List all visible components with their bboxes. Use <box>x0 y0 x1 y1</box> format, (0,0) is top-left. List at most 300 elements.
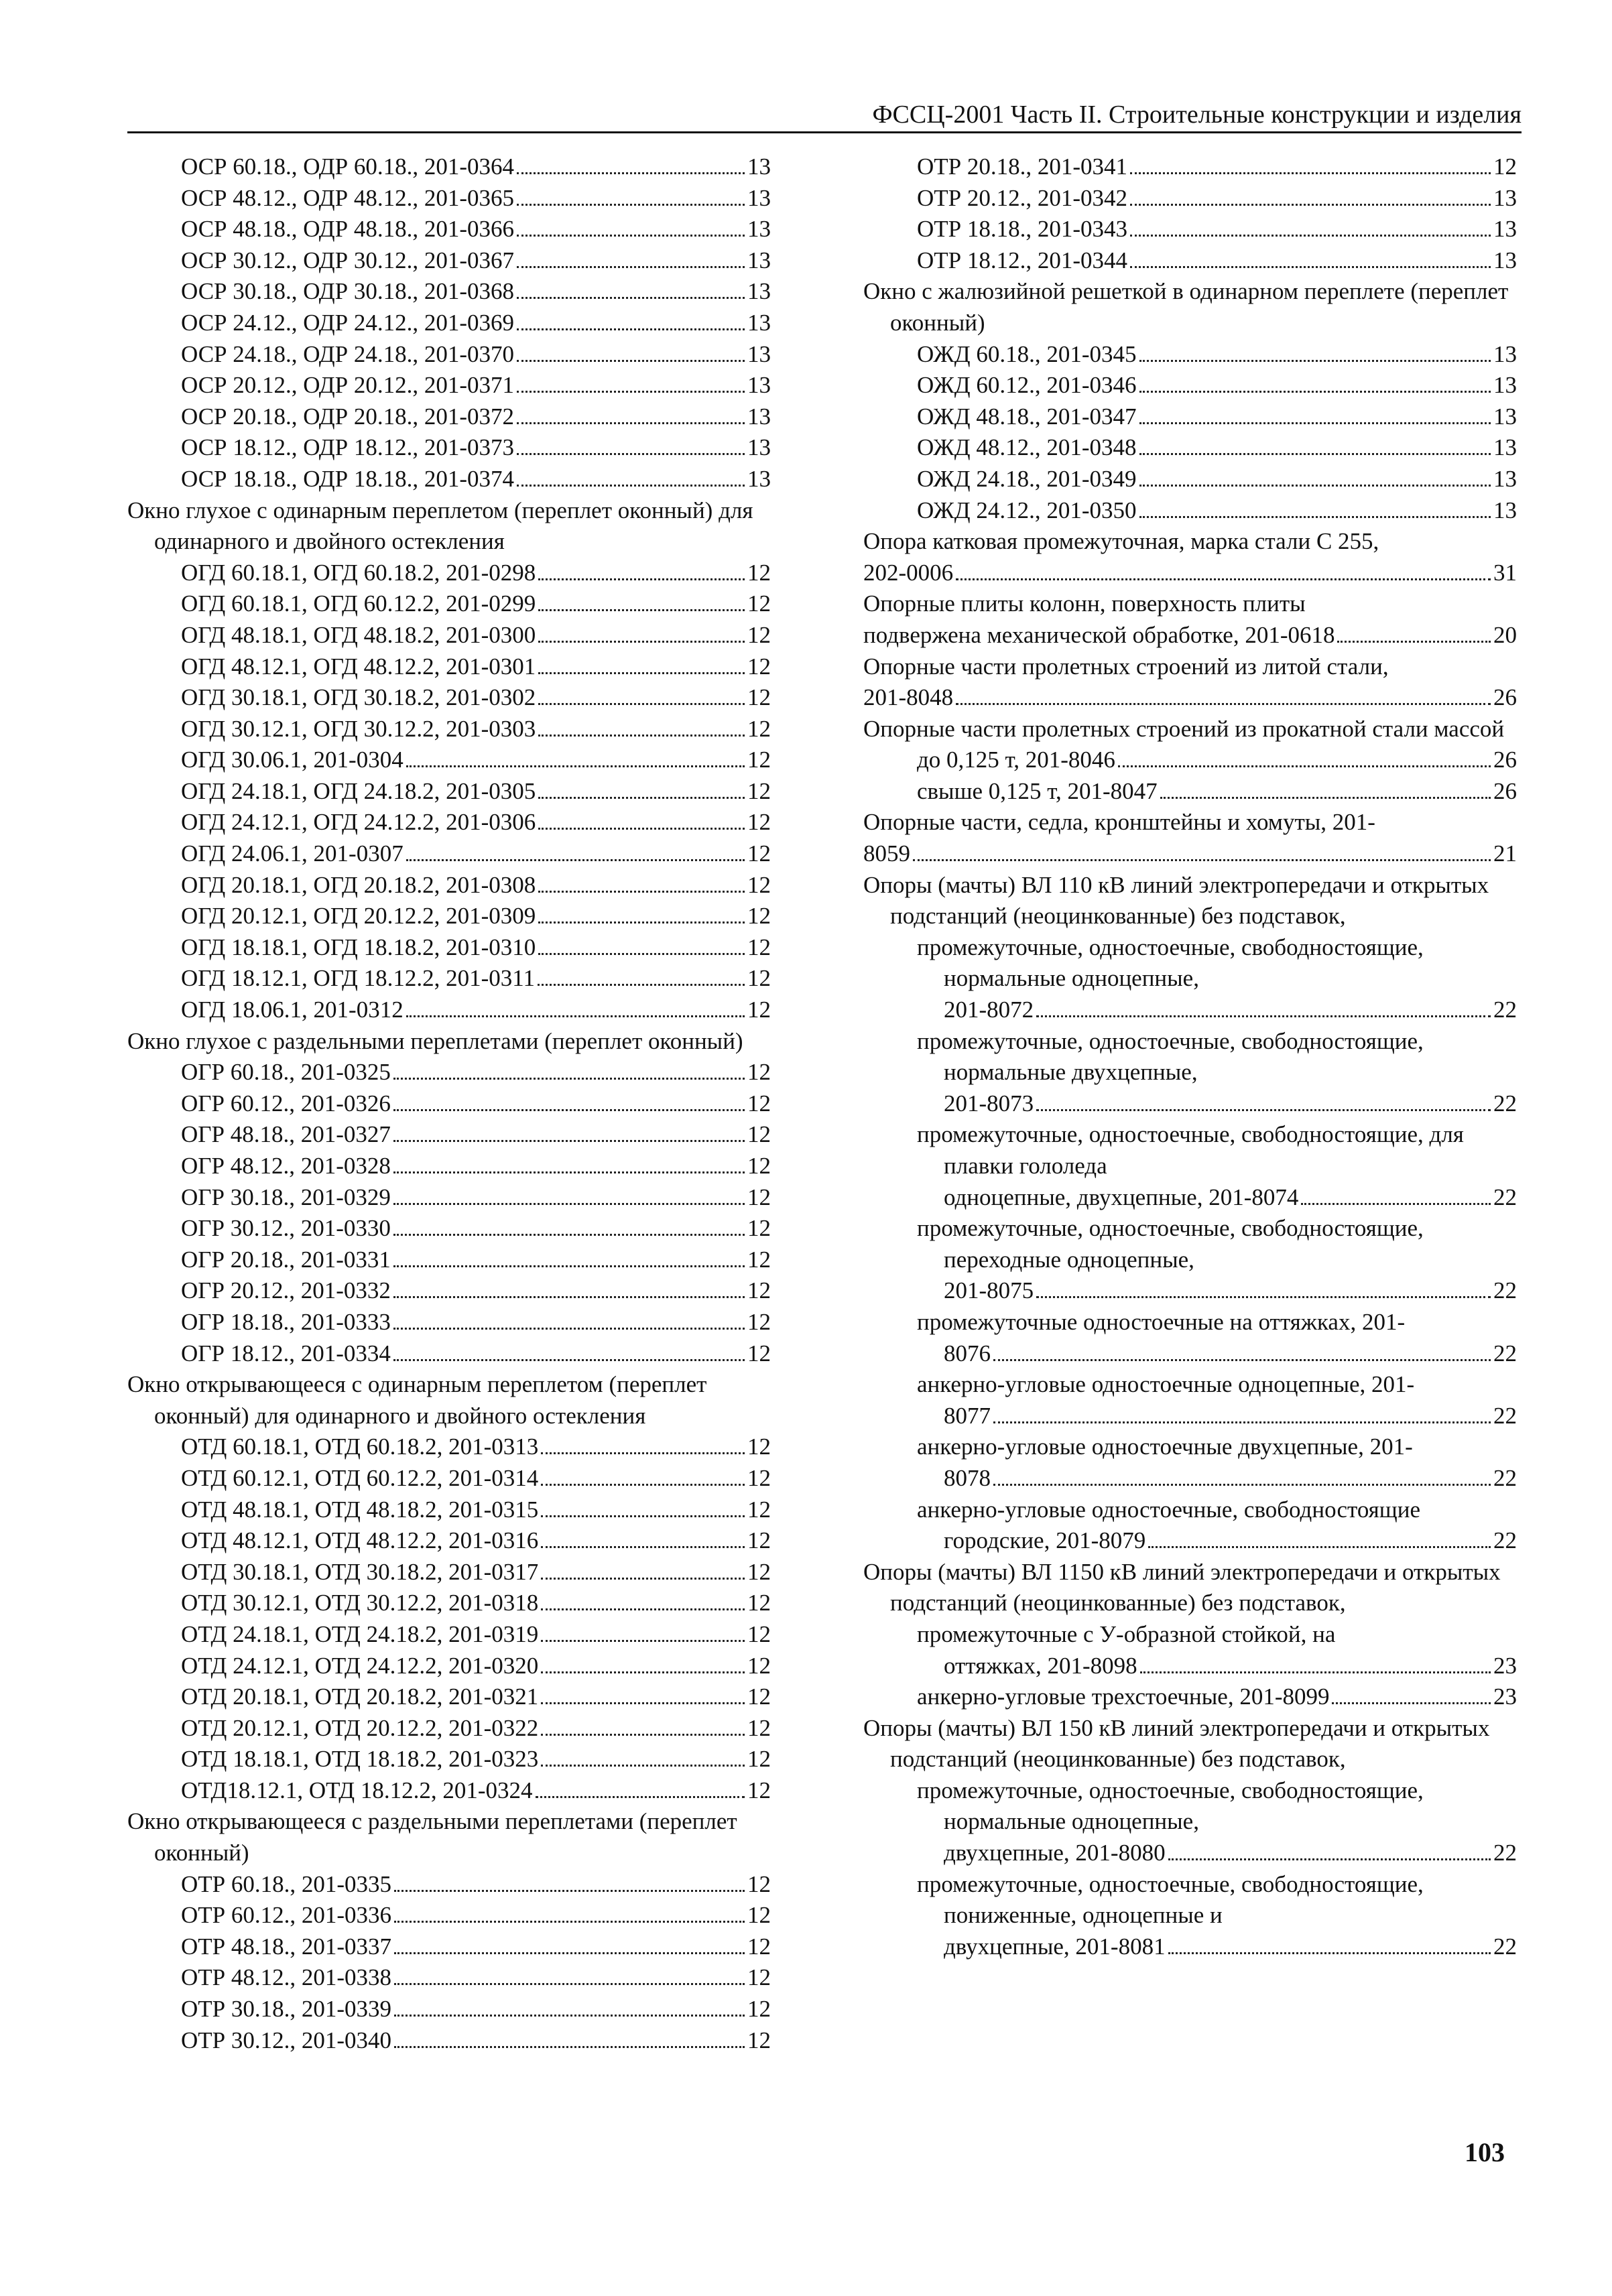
entry-text: ОГР 30.12., 201-0330 <box>181 1215 391 1242</box>
entry-page: 12 <box>747 903 771 930</box>
entry-page: 12 <box>747 1464 771 1491</box>
index-entry <box>863 214 1517 245</box>
entry-text: ОСР 24.12., ОДР 24.12., 201-0369 <box>181 309 515 336</box>
entry-page: 22 <box>1493 997 1517 1023</box>
entry-text: ОЖД 60.12., 201-0346 <box>917 372 1137 399</box>
entry-page: 13 <box>1493 216 1517 243</box>
index-entry <box>863 495 1517 527</box>
entry-text: ОГД 48.12.1, ОГД 48.12.2, 201-0301 <box>181 653 536 680</box>
entry-page: 12 <box>747 1902 771 1929</box>
entry-text: двухцепные, 201-8080 <box>944 1840 1166 1866</box>
entry-text: ОСР 48.18., ОДР 48.18., 201-0366 <box>181 216 515 243</box>
dot-leader <box>538 658 745 674</box>
entry-text: ОГД 48.18.1, ОГД 48.18.2, 201-0300 <box>181 621 536 648</box>
index-subheading: промежуточные, одностоечные, свободностоящие, нормальные одноцепные, <box>917 1777 1424 1835</box>
entry-page: 12 <box>747 840 771 867</box>
index-entry <box>863 1931 1517 1963</box>
index-entry <box>127 464 771 495</box>
entry-text: ОСР 30.12., ОДР 30.12., 201-0367 <box>181 247 515 273</box>
entry-page: 12 <box>747 747 771 773</box>
dot-leader <box>406 1001 745 1017</box>
index-entry <box>863 620 1517 651</box>
dot-leader <box>517 439 745 455</box>
page-number: 103 <box>1465 2137 1505 2167</box>
index-heading: Опоры (мачты) ВЛ 150 кВ линий электропередачи и открытых подстанций (неоцинкованные) без подставок, <box>863 1714 1490 1773</box>
index-entry <box>127 1307 771 1338</box>
index-entry <box>127 807 771 838</box>
dot-leader <box>517 470 745 487</box>
index-entry <box>127 838 771 870</box>
dot-leader <box>393 1251 745 1267</box>
index-entry <box>127 745 771 776</box>
entry-page: 12 <box>747 1652 771 1679</box>
dot-leader <box>517 346 745 362</box>
entry-page: 22 <box>1493 1840 1517 1866</box>
dot-leader <box>1139 346 1491 362</box>
entry-page: 23 <box>1493 1652 1517 1679</box>
dot-leader <box>538 720 745 737</box>
entry-text: ОСР 30.18., ОДР 30.18., 201-0368 <box>181 278 515 305</box>
dot-leader <box>1130 158 1491 174</box>
index-entry <box>127 339 771 371</box>
entry-page: 22 <box>1493 1340 1517 1366</box>
index-entry <box>863 1651 1517 1682</box>
entry-text: ОТР 20.12., 201-0342 <box>917 184 1128 211</box>
entry-page: 12 <box>747 1777 771 1803</box>
entry-page: 26 <box>1493 684 1517 711</box>
index-entry <box>127 588 771 620</box>
dot-leader <box>393 1126 745 1142</box>
dot-leader <box>517 314 745 330</box>
index-entry <box>127 1962 771 1994</box>
dot-leader <box>538 907 745 923</box>
entry-page: 12 <box>747 1059 771 1086</box>
index-entry <box>127 1213 771 1245</box>
index-entry <box>863 1182 1517 1214</box>
entry-page: 13 <box>747 434 771 461</box>
dot-leader <box>1036 1001 1491 1017</box>
entry-page: 13 <box>747 309 771 336</box>
index-entry <box>863 183 1517 214</box>
dot-leader <box>517 252 745 268</box>
index-heading: Окно открывающееся с одинарным переплетом (переплет оконный) для одинарного и двойного остекления <box>127 1371 707 1429</box>
entry-text: ОГД 30.12.1, ОГД 30.12.2, 201-0303 <box>181 715 536 742</box>
entry-text: ОТД 20.12.1, ОТД 20.12.2, 201-0322 <box>181 1714 539 1741</box>
entry-text: ОЖД 24.18., 201-0349 <box>917 465 1137 492</box>
entry-text: ОТД 18.18.1, ОТД 18.18.2, 201-0323 <box>181 1746 539 1773</box>
entry-page: 12 <box>747 1590 771 1616</box>
entry-text: ОСР 48.12., ОДР 48.12., 201-0365 <box>181 184 515 211</box>
entry-page: 22 <box>1493 1184 1517 1210</box>
index-entry <box>127 1494 771 1526</box>
entry-text: ОТР 60.18., 201-0335 <box>181 1870 392 1897</box>
dot-leader <box>1168 1844 1491 1860</box>
index-entry <box>127 1182 771 1214</box>
index-entry <box>127 1681 771 1713</box>
dot-leader <box>1130 252 1491 268</box>
entry-text: ОСР 60.18., ОДР 60.18., 201-0364 <box>181 153 515 180</box>
index-heading: Опора катковая промежуточная, марка стали С 255, <box>863 528 1379 555</box>
dot-leader <box>993 1470 1491 1486</box>
entry-page: 13 <box>1493 434 1517 461</box>
entry-text: одноцепные, двухцепные, 201-8074 <box>944 1184 1299 1210</box>
entry-text: 201-8073 <box>944 1090 1034 1117</box>
index-entry <box>127 714 771 745</box>
entry-page: 12 <box>747 2027 771 2053</box>
entry-text: ОГД 24.18.1, ОГД 24.18.2, 201-0305 <box>181 777 536 804</box>
index-entry <box>127 870 771 901</box>
index-subheading: промежуточные, одностоечные, свободностоящие, для плавки гололеда <box>917 1121 1464 1179</box>
index-heading: Окно глухое с раздельными переплетами (переплет оконный) <box>127 1027 743 1054</box>
entry-page: 12 <box>747 1933 771 1960</box>
dot-leader <box>956 689 1491 705</box>
index-entry <box>127 1119 771 1151</box>
index-entry <box>127 183 771 214</box>
dot-leader <box>541 1564 745 1580</box>
dot-leader <box>1139 377 1491 393</box>
dot-leader <box>538 689 745 705</box>
index-subheading: промежуточные, одностоечные, свободностоящие, нормальные двухцепные, <box>917 1027 1424 1086</box>
entry-page: 13 <box>1493 340 1517 367</box>
entry-text: ОСР 18.18., ОДР 18.18., 201-0374 <box>181 465 515 492</box>
dot-leader <box>394 2032 745 2048</box>
entry-text: ОТД 20.18.1, ОТД 20.18.2, 201-0321 <box>181 1683 539 1710</box>
dot-leader <box>1036 1095 1491 1111</box>
dot-leader <box>1130 220 1491 237</box>
entry-text: ОТР 48.12., 201-0338 <box>181 1964 392 1991</box>
index-entry <box>863 432 1517 464</box>
index-entry <box>127 995 771 1026</box>
entry-text: 8077 <box>944 1402 991 1429</box>
dot-leader <box>393 1189 745 1205</box>
entry-text: ОГР 18.18., 201-0333 <box>181 1308 391 1335</box>
entry-page: 13 <box>747 216 771 243</box>
entry-text: ОГР 48.18., 201-0327 <box>181 1121 391 1148</box>
index-entry <box>863 1463 1517 1494</box>
entry-page: 13 <box>1493 403 1517 430</box>
entry-page: 31 <box>1493 559 1517 586</box>
dot-leader <box>538 877 745 893</box>
entry-page: 12 <box>747 1558 771 1585</box>
dot-leader <box>956 564 1491 580</box>
index-entry <box>127 308 771 339</box>
entry-text: ОТД 30.18.1, ОТД 30.18.2, 201-0317 <box>181 1558 539 1585</box>
dot-leader <box>1139 502 1491 518</box>
index-entry <box>127 214 771 245</box>
entry-text: ОГД 30.18.1, ОГД 30.18.2, 201-0302 <box>181 684 536 711</box>
index-entry <box>127 370 771 401</box>
dot-leader <box>517 283 745 299</box>
index-subheading: анкерно-угловые одностоечные двухцепные, 201- <box>917 1433 1413 1460</box>
index-entry <box>127 620 771 651</box>
entry-page: 12 <box>747 1277 771 1304</box>
index-heading: Опорные части пролетных строений из литой стали, <box>863 653 1389 680</box>
index-entry <box>127 1431 771 1463</box>
entry-page: 12 <box>747 1746 771 1773</box>
dot-leader <box>1139 439 1491 455</box>
entry-page: 13 <box>747 372 771 399</box>
dot-leader <box>393 1157 745 1173</box>
entry-page: 12 <box>747 715 771 742</box>
entry-page: 12 <box>747 1620 771 1647</box>
index-entry <box>127 1088 771 1120</box>
dot-leader <box>517 158 745 174</box>
entry-text: ОЖД 24.12., 201-0350 <box>917 497 1137 523</box>
entry-text: 201-8075 <box>944 1277 1034 1304</box>
entry-text: ОТР 20.18., 201-0341 <box>917 153 1128 180</box>
entry-text: ОГР 20.12., 201-0332 <box>181 1277 391 1304</box>
entry-page: 12 <box>747 684 771 711</box>
dot-leader <box>394 1938 745 1954</box>
entry-page: 22 <box>1493 1090 1517 1117</box>
index-subheading: промежуточные, одностоечные, свободностоящие, переходные одноцепные, <box>917 1215 1424 1273</box>
index-entry <box>127 1619 771 1651</box>
index-entry <box>863 682 1517 714</box>
entry-page: 12 <box>747 1340 771 1366</box>
entry-page: 12 <box>747 777 771 804</box>
index-entry <box>863 1275 1517 1307</box>
entry-text: ОЖД 48.18., 201-0347 <box>917 403 1137 430</box>
dot-leader <box>1139 470 1491 487</box>
index-entry <box>127 776 771 808</box>
dot-leader <box>541 1657 745 1673</box>
index-entry <box>863 245 1517 277</box>
index-entry <box>127 932 771 964</box>
entry-text: ОТД 24.18.1, ОТД 24.18.2, 201-0319 <box>181 1620 539 1647</box>
entry-page: 13 <box>1493 372 1517 399</box>
dot-leader <box>1301 1189 1491 1205</box>
dot-leader <box>538 627 745 643</box>
index-entry <box>863 401 1517 433</box>
entry-text: свыше 0,125 т, 201-8047 <box>917 777 1158 804</box>
index-entry <box>127 1151 771 1182</box>
running-header: ФССЦ-2001 Часть II. Строительные конструкции и изделия <box>127 99 1522 133</box>
dot-leader <box>541 1720 745 1736</box>
entry-text: ОТД 30.12.1, ОТД 30.12.2, 201-0318 <box>181 1590 539 1616</box>
dot-leader <box>1337 627 1491 643</box>
dot-leader <box>393 1095 745 1111</box>
index-column-right <box>863 151 1517 1962</box>
entry-page: 12 <box>747 1184 771 1210</box>
index-entry <box>127 901 771 932</box>
index-entry <box>863 558 1517 589</box>
index-entry <box>863 776 1517 808</box>
index-entry <box>863 464 1517 495</box>
dot-leader <box>517 377 745 393</box>
entry-text: ОГР 48.12., 201-0328 <box>181 1153 391 1179</box>
entry-page: 13 <box>747 403 771 430</box>
entry-text: ОЖД 60.18., 201-0345 <box>917 340 1137 367</box>
entry-page: 12 <box>747 1246 771 1273</box>
entry-page: 22 <box>1493 1527 1517 1554</box>
entry-page: 26 <box>1493 747 1517 773</box>
entry-page: 12 <box>747 1996 771 2023</box>
entry-text: до 0,125 т, 201-8046 <box>917 747 1115 773</box>
dot-leader <box>541 1626 745 1642</box>
index-entry <box>127 1275 771 1307</box>
entry-text: 8076 <box>944 1340 991 1366</box>
entry-page: 12 <box>747 1870 771 1897</box>
index-entry <box>863 745 1517 776</box>
index-heading: Окно с жалюзийной решеткой в одинарном переплете (переплет оконный) <box>863 278 1509 336</box>
entry-page: 13 <box>747 247 771 273</box>
dot-leader <box>1332 1688 1491 1704</box>
entry-page: 22 <box>1493 1464 1517 1491</box>
dot-leader <box>541 1470 745 1486</box>
dot-leader <box>1148 1532 1491 1548</box>
index-entry <box>127 1869 771 1901</box>
index-subheading: промежуточные, одностоечные, свободностоящие, пониженные, одноцепные и <box>917 1870 1424 1929</box>
entry-text: ОГД 24.12.1, ОГД 24.12.2, 201-0306 <box>181 809 536 836</box>
entry-text: ОГР 30.18., 201-0329 <box>181 1184 391 1210</box>
index-entry <box>863 1088 1517 1120</box>
entry-page: 12 <box>747 590 771 617</box>
entry-text: анкерно-угловые трехстоечные, 201-8099 <box>917 1683 1330 1710</box>
dot-leader <box>394 1907 745 1923</box>
index-entry <box>127 682 771 714</box>
entry-page: 12 <box>747 997 771 1023</box>
index-entry <box>863 1401 1517 1432</box>
dot-leader <box>538 939 745 955</box>
index-entry <box>127 1744 771 1775</box>
dot-leader <box>541 1594 745 1610</box>
dot-leader <box>393 1345 745 1361</box>
entry-page: 12 <box>747 621 771 648</box>
entry-text: ОТР 30.12., 201-0340 <box>181 2027 392 2053</box>
entry-page: 12 <box>747 1714 771 1741</box>
dot-leader <box>406 751 745 767</box>
entry-page: 12 <box>747 559 771 586</box>
dot-leader <box>393 1220 745 1236</box>
index-heading: Опорные части, седла, кронштейны и хомуты, 201- <box>863 809 1375 836</box>
entry-page: 20 <box>1493 621 1517 648</box>
dot-leader <box>538 564 745 580</box>
dot-leader <box>406 845 745 861</box>
entry-page: 22 <box>1493 1277 1517 1304</box>
entry-text: ОГД 20.12.1, ОГД 20.12.2, 201-0309 <box>181 903 536 930</box>
dot-leader <box>394 1969 745 1985</box>
dot-leader <box>1168 1938 1491 1954</box>
entry-page: 12 <box>747 1683 771 1710</box>
dot-leader <box>538 595 745 611</box>
index-entry <box>127 1245 771 1276</box>
entry-page: 12 <box>747 1433 771 1460</box>
entry-text: ОТД 48.18.1, ОТД 48.18.2, 201-0315 <box>181 1496 539 1523</box>
entry-text: ОТР 60.12., 201-0336 <box>181 1902 392 1929</box>
entry-text: ОСР 18.12., ОДР 18.12., 201-0373 <box>181 434 515 461</box>
entry-text: ОГД 20.18.1, ОГД 20.18.2, 201-0308 <box>181 871 536 898</box>
entry-page: 13 <box>1493 497 1517 523</box>
entry-text: ОГД 18.18.1, ОГД 18.18.2, 201-0310 <box>181 934 536 960</box>
entry-text: 201-8048 <box>863 684 954 711</box>
entry-page: 12 <box>747 934 771 960</box>
index-entry <box>127 276 771 308</box>
index-entry <box>127 1713 771 1744</box>
entry-page: 21 <box>1493 840 1517 867</box>
entry-text: ОТД 60.18.1, ОТД 60.18.2, 201-0313 <box>181 1433 539 1460</box>
entry-text: ОГД 18.06.1, 201-0312 <box>181 997 404 1023</box>
dot-leader <box>538 970 745 986</box>
entry-text: подвержена механической обработке, 201-0618 <box>863 621 1335 648</box>
index-entry <box>127 1057 771 1088</box>
entry-text: ОТД 24.12.1, ОТД 24.12.2, 201-0320 <box>181 1652 539 1679</box>
entry-text: ОГД 30.06.1, 201-0304 <box>181 747 404 773</box>
entry-page: 13 <box>747 465 771 492</box>
entry-page: 23 <box>1493 1683 1517 1710</box>
index-entry <box>127 1338 771 1370</box>
entry-text: ОСР 24.18., ОДР 24.18., 201-0370 <box>181 340 515 367</box>
index-entry <box>127 1557 771 1588</box>
entry-page: 22 <box>1493 1402 1517 1429</box>
entry-text: ОТД18.12.1, ОТД 18.12.2, 201-0324 <box>181 1777 533 1803</box>
dot-leader <box>1130 190 1491 206</box>
entry-page: 13 <box>747 153 771 180</box>
index-entry <box>127 401 771 433</box>
dot-leader <box>536 1782 745 1798</box>
index-entry <box>127 1463 771 1494</box>
index-subheading: анкерно-угловые одностоечные, свободностоящие <box>917 1496 1420 1523</box>
dot-leader <box>517 220 745 237</box>
index-entry <box>127 558 771 589</box>
entry-text: ОТР 30.18., 201-0339 <box>181 1996 392 2023</box>
entry-page: 12 <box>1493 153 1517 180</box>
index-entry <box>127 1900 771 1931</box>
dot-leader <box>394 1876 745 1892</box>
index-subheading: анкерно-угловые одностоечные одноцепные, 201- <box>917 1371 1415 1398</box>
dot-leader <box>541 1750 745 1767</box>
entry-page: 12 <box>747 653 771 680</box>
entry-page: 12 <box>747 1496 771 1523</box>
entry-text: двухцепные, 201-8081 <box>944 1933 1166 1960</box>
entry-text: ОТД 48.12.1, ОТД 48.12.2, 201-0316 <box>181 1527 539 1554</box>
dot-leader <box>541 1688 745 1704</box>
index-subheading: промежуточные, одностоечные, свободностоящие, нормальные одноцепные, <box>917 934 1424 992</box>
entry-text: оттяжках, 201-8098 <box>944 1652 1137 1679</box>
index-entry <box>863 1838 1517 1869</box>
entry-text: ОГД 60.18.1, ОГД 60.18.2, 201-0298 <box>181 559 536 586</box>
dot-leader <box>1036 1282 1491 1298</box>
entry-page: 12 <box>747 1527 771 1554</box>
index-entry <box>863 151 1517 183</box>
dot-leader <box>1139 408 1491 424</box>
index-entry <box>863 995 1517 1026</box>
entry-page: 26 <box>1493 777 1517 804</box>
entry-page: 13 <box>1493 247 1517 273</box>
entry-page: 12 <box>747 965 771 992</box>
entry-page: 12 <box>747 1090 771 1117</box>
entry-text: ОСР 20.12., ОДР 20.12., 201-0371 <box>181 372 515 399</box>
entry-page: 12 <box>747 1153 771 1179</box>
dot-leader <box>393 1314 745 1330</box>
dot-leader <box>393 1282 745 1298</box>
entry-text: ОТР 18.12., 201-0344 <box>917 247 1128 273</box>
index-entry <box>127 1525 771 1557</box>
entry-text: ОГД 24.06.1, 201-0307 <box>181 840 404 867</box>
entry-text: ОГР 18.12., 201-0334 <box>181 1340 391 1366</box>
entry-page: 12 <box>747 1215 771 1242</box>
index-entry <box>127 651 771 683</box>
entry-text: ОГР 60.12., 201-0326 <box>181 1090 391 1117</box>
entry-text: ОГД 60.18.1, ОГД 60.12.2, 201-0299 <box>181 590 536 617</box>
dot-leader <box>393 1064 745 1080</box>
entry-page: 22 <box>1493 1933 1517 1960</box>
index-entry <box>127 1651 771 1682</box>
index-entry <box>863 1681 1517 1713</box>
entry-text: 8078 <box>944 1464 991 1491</box>
index-entry <box>127 245 771 277</box>
index-entry <box>127 151 771 183</box>
entry-text: 8059 <box>863 840 910 867</box>
